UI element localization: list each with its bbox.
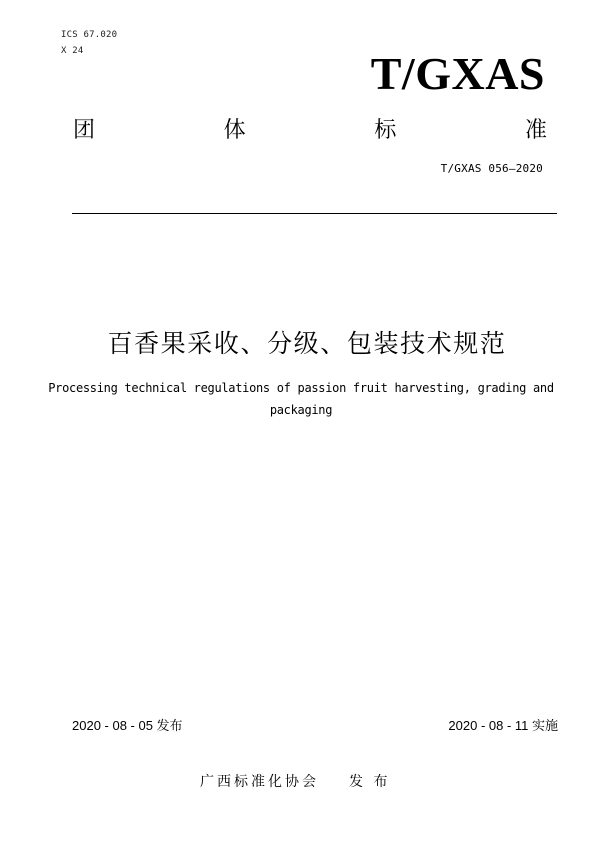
standard-type-char: 体 [223, 118, 246, 143]
header-divider [72, 213, 557, 214]
publisher-action: 发 布 [349, 774, 391, 790]
standard-number: T/GXAS 056—2020 [440, 162, 543, 175]
standard-type-heading [73, 118, 547, 144]
english-title: Processing technical regulations of passion fruit harvesting, grading and packaging [48, 381, 554, 417]
release-date: 2020 - 08 - 05 发布 [72, 718, 183, 733]
implementation-date: 2020 - 08 - 11 实施 [448, 718, 558, 733]
standard-logo: T/GXAS [370, 48, 545, 99]
publisher-line [200, 772, 390, 792]
standard-type-char: 标 [374, 118, 397, 143]
publisher-organization: 广西标准化协会 [200, 774, 319, 790]
ics-code: ICS 67.020 [61, 30, 118, 40]
chinese-title: 百香果采收、分级、包装技术规范 [107, 329, 507, 358]
standard-type-char: 团 [73, 118, 96, 143]
ccs-code: X 24 [61, 46, 84, 56]
standard-type-char: 准 [524, 118, 547, 143]
